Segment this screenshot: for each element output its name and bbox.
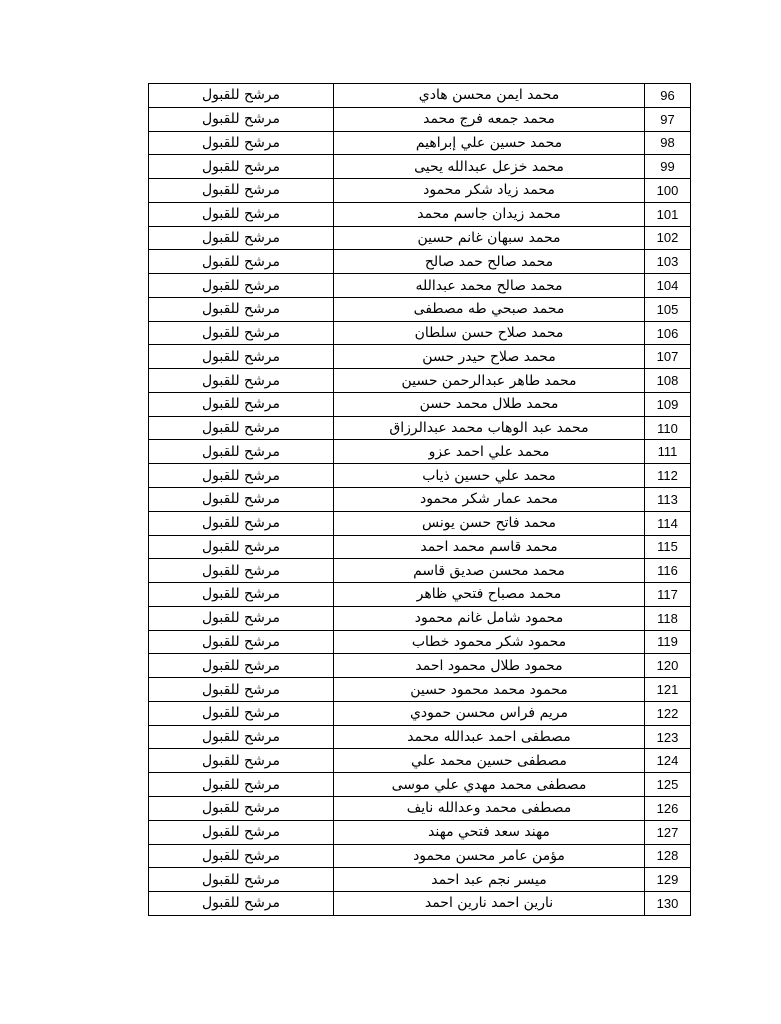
row-number-cell: 102: [645, 226, 691, 250]
candidate-status-cell: مرشح للقبول: [149, 559, 334, 583]
candidate-name-cell: محمد علي احمد عزو: [334, 440, 645, 464]
table-row: [149, 535, 691, 559]
table-row: [149, 511, 691, 535]
candidate-status-cell: مرشح للقبول: [149, 297, 334, 321]
candidate-name-cell: محمد سبهان غانم حسين: [334, 226, 645, 250]
table-row: [149, 345, 691, 369]
candidate-status-cell: مرشح للقبول: [149, 488, 334, 512]
table-row: [149, 84, 691, 108]
candidate-status-cell: مرشح للقبول: [149, 535, 334, 559]
row-number-cell: 106: [645, 321, 691, 345]
row-number-cell: 108: [645, 369, 691, 393]
row-number-cell: 97: [645, 107, 691, 131]
candidate-name-cell: محمود شكر محمود خطاب: [334, 630, 645, 654]
row-number-cell: 99: [645, 155, 691, 179]
table-row: [149, 226, 691, 250]
row-number-cell: 115: [645, 535, 691, 559]
table-row: [149, 155, 691, 179]
row-number-cell: 125: [645, 773, 691, 797]
table-row: [149, 440, 691, 464]
row-number-cell: 117: [645, 583, 691, 607]
candidate-status-cell: مرشح للقبول: [149, 749, 334, 773]
table-row: [149, 464, 691, 488]
candidate-status-cell: مرشح للقبول: [149, 440, 334, 464]
row-number-cell: 98: [645, 131, 691, 155]
candidate-name-cell: محمد عمار شكر محمود: [334, 488, 645, 512]
candidate-name-cell: محمد فاتح حسن يونس: [334, 511, 645, 535]
row-number-cell: 110: [645, 416, 691, 440]
candidate-status-cell: مرشح للقبول: [149, 820, 334, 844]
table-row: [149, 392, 691, 416]
candidate-status-cell: مرشح للقبول: [149, 179, 334, 203]
table-row: [149, 583, 691, 607]
row-number-cell: 120: [645, 654, 691, 678]
candidate-status-cell: مرشح للقبول: [149, 155, 334, 179]
candidate-name-cell: مصطفى حسين محمد علي: [334, 749, 645, 773]
candidate-status-cell: مرشح للقبول: [149, 250, 334, 274]
candidate-status-cell: مرشح للقبول: [149, 202, 334, 226]
row-number-cell: 129: [645, 868, 691, 892]
candidate-name-cell: محمود شامل غانم محمود: [334, 606, 645, 630]
candidate-name-cell: محمد عبد الوهاب محمد عبدالرزاق: [334, 416, 645, 440]
table-row: [149, 844, 691, 868]
table-row: [149, 678, 691, 702]
candidate-name-cell: محمد طلال محمد حسن: [334, 392, 645, 416]
candidate-status-cell: مرشح للقبول: [149, 583, 334, 607]
row-number-cell: 105: [645, 297, 691, 321]
candidate-status-cell: مرشح للقبول: [149, 416, 334, 440]
row-number-cell: 103: [645, 250, 691, 274]
row-number-cell: 112: [645, 464, 691, 488]
candidate-status-cell: مرشح للقبول: [149, 392, 334, 416]
candidate-name-cell: محمد قاسم محمد احمد: [334, 535, 645, 559]
table-row: [149, 179, 691, 203]
candidate-status-cell: مرشح للقبول: [149, 369, 334, 393]
candidate-name-cell: محمد صلاح حيدر حسن: [334, 345, 645, 369]
candidate-status-cell: مرشح للقبول: [149, 773, 334, 797]
candidate-status-cell: مرشح للقبول: [149, 868, 334, 892]
row-number-cell: 121: [645, 678, 691, 702]
candidate-status-cell: مرشح للقبول: [149, 606, 334, 630]
candidate-name-cell: مصطفى احمد عبدالله محمد: [334, 725, 645, 749]
candidate-status-cell: مرشح للقبول: [149, 844, 334, 868]
row-number-cell: 101: [645, 202, 691, 226]
row-number-cell: 124: [645, 749, 691, 773]
row-number-cell: 123: [645, 725, 691, 749]
candidate-status-cell: مرشح للقبول: [149, 131, 334, 155]
candidate-name-cell: مصطفى محمد مهدي علي موسى: [334, 773, 645, 797]
table-row: [149, 131, 691, 155]
candidate-name-cell: محمد زياد شكر محمود: [334, 179, 645, 203]
candidate-status-cell: مرشح للقبول: [149, 892, 334, 916]
candidate-name-cell: محمد حسين علي إبراهيم: [334, 131, 645, 155]
candidate-name-cell: نارين احمد نارين احمد: [334, 892, 645, 916]
candidate-name-cell: محمد علي حسين ذياب: [334, 464, 645, 488]
table-row: [149, 321, 691, 345]
table-row: [149, 488, 691, 512]
row-number-cell: 100: [645, 179, 691, 203]
row-number-cell: 104: [645, 274, 691, 298]
table-row: [149, 701, 691, 725]
table-row: [149, 773, 691, 797]
row-number-cell: 116: [645, 559, 691, 583]
table-row: [149, 107, 691, 131]
table-row: [149, 630, 691, 654]
row-number-cell: 128: [645, 844, 691, 868]
row-number-cell: 126: [645, 796, 691, 820]
candidate-name-cell: مصطفى محمد وعدالله نايف: [334, 796, 645, 820]
candidate-name-cell: محمد صبحي طه مصطفى: [334, 297, 645, 321]
candidate-name-cell: مهند سعد فتحي مهند: [334, 820, 645, 844]
candidate-name-cell: محمد مصباح فتحي ظاهر: [334, 583, 645, 607]
candidate-name-cell: محمد جمعه فرج محمد: [334, 107, 645, 131]
candidate-name-cell: مريم فراس محسن حمودي: [334, 701, 645, 725]
candidate-status-cell: مرشح للقبول: [149, 84, 334, 108]
table-row: [149, 606, 691, 630]
table-row: [149, 416, 691, 440]
candidates-table: [148, 83, 691, 916]
row-number-cell: 109: [645, 392, 691, 416]
candidate-status-cell: مرشح للقبول: [149, 678, 334, 702]
candidate-status-cell: مرشح للقبول: [149, 107, 334, 131]
table-row: [149, 725, 691, 749]
row-number-cell: 96: [645, 84, 691, 108]
candidate-name-cell: محمد صالح محمد عبدالله: [334, 274, 645, 298]
candidate-name-cell: محمد محسن صديق قاسم: [334, 559, 645, 583]
table-row: [149, 892, 691, 916]
row-number-cell: 107: [645, 345, 691, 369]
row-number-cell: 119: [645, 630, 691, 654]
candidate-status-cell: مرشح للقبول: [149, 464, 334, 488]
table-row: [149, 297, 691, 321]
candidate-status-cell: مرشح للقبول: [149, 321, 334, 345]
candidate-name-cell: محمود محمد محمود حسين: [334, 678, 645, 702]
candidate-status-cell: مرشح للقبول: [149, 630, 334, 654]
candidate-name-cell: محمد خزعل عبدالله يحيى: [334, 155, 645, 179]
candidate-name-cell: محمد صالح حمد صالح: [334, 250, 645, 274]
candidate-status-cell: مرشح للقبول: [149, 226, 334, 250]
candidate-status-cell: مرشح للقبول: [149, 274, 334, 298]
row-number-cell: 122: [645, 701, 691, 725]
row-number-cell: 111: [645, 440, 691, 464]
table-row: [149, 274, 691, 298]
table-row: [149, 250, 691, 274]
row-number-cell: 118: [645, 606, 691, 630]
candidate-status-cell: مرشح للقبول: [149, 701, 334, 725]
candidate-status-cell: مرشح للقبول: [149, 725, 334, 749]
candidate-name-cell: مؤمن عامر محسن محمود: [334, 844, 645, 868]
table-row: [149, 559, 691, 583]
table-row: [149, 749, 691, 773]
table-row: [149, 820, 691, 844]
candidate-status-cell: مرشح للقبول: [149, 796, 334, 820]
row-number-cell: 114: [645, 511, 691, 535]
table-row: [149, 369, 691, 393]
row-number-cell: 130: [645, 892, 691, 916]
candidate-name-cell: محمد ايمن محسن هادي: [334, 84, 645, 108]
candidate-name-cell: محمد طاهر عبدالرحمن حسين: [334, 369, 645, 393]
table-row: [149, 654, 691, 678]
candidate-status-cell: مرشح للقبول: [149, 654, 334, 678]
candidate-name-cell: محمد صلاح حسن سلطان: [334, 321, 645, 345]
candidate-status-cell: مرشح للقبول: [149, 345, 334, 369]
candidate-status-cell: مرشح للقبول: [149, 511, 334, 535]
row-number-cell: 113: [645, 488, 691, 512]
candidate-name-cell: محمد زيدان جاسم محمد: [334, 202, 645, 226]
candidates-table-body: [149, 84, 691, 916]
table-row: [149, 202, 691, 226]
table-row: [149, 796, 691, 820]
row-number-cell: 127: [645, 820, 691, 844]
candidate-name-cell: ميسر نجم عبد احمد: [334, 868, 645, 892]
table-row: [149, 868, 691, 892]
candidate-name-cell: محمود طلال محمود احمد: [334, 654, 645, 678]
